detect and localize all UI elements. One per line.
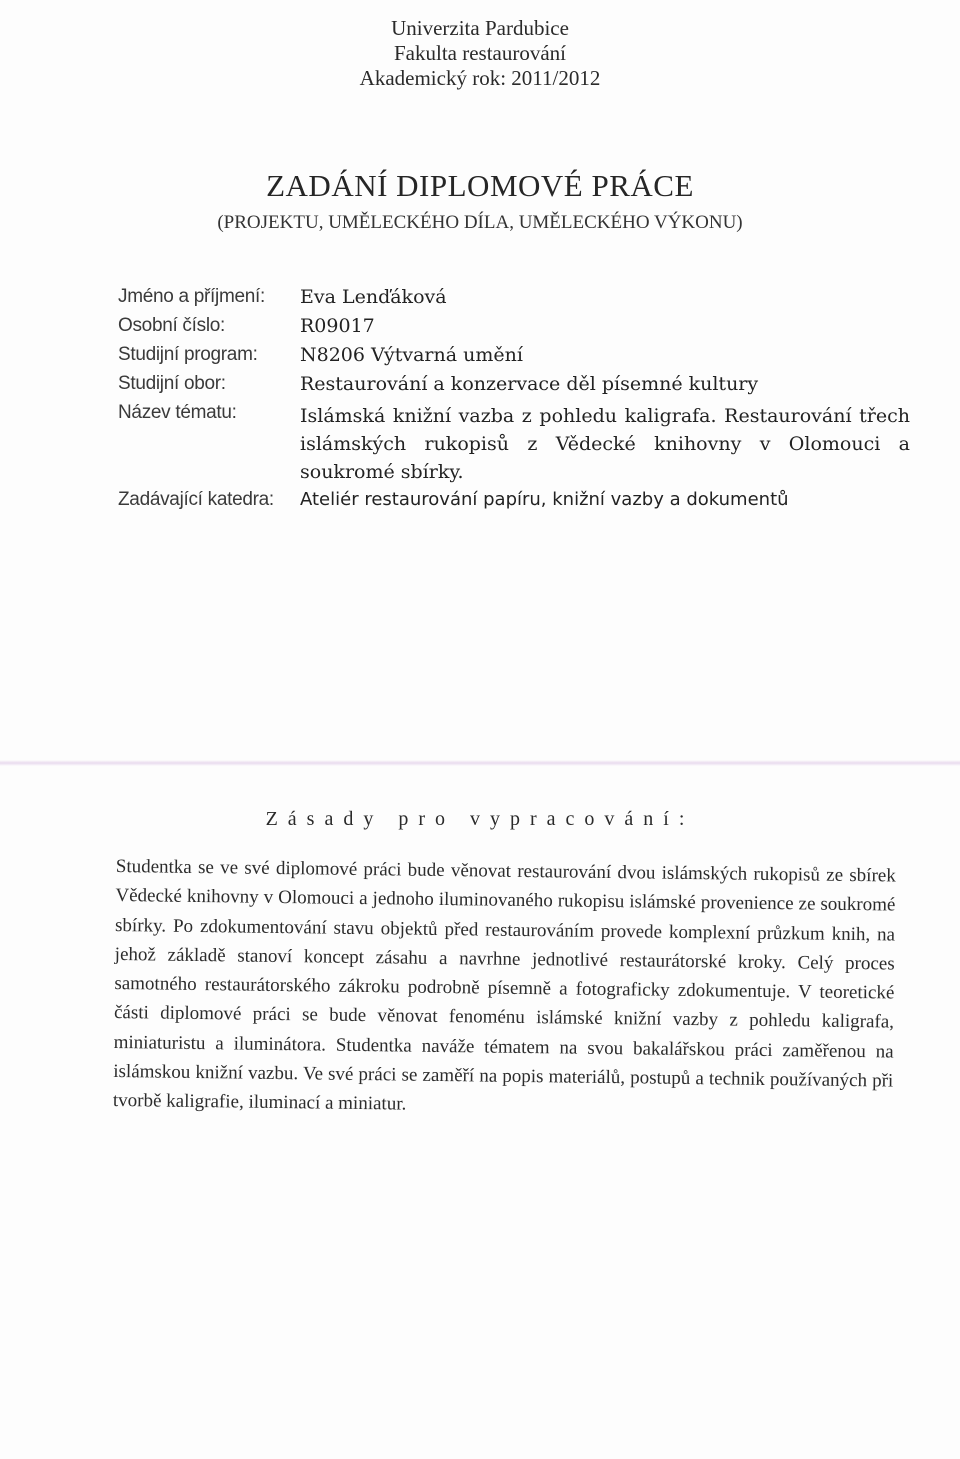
info-row-department <box>118 489 918 518</box>
field-label: Studijní obor: <box>118 373 226 394</box>
scan-divider <box>0 760 960 766</box>
info-row-topic <box>118 402 918 489</box>
student-info <box>118 286 918 518</box>
guidelines-heading: Zásady pro vypracování: <box>265 808 695 830</box>
topic-label: Název tématu: <box>118 402 237 423</box>
field-value: Restaurování a konzervace děl písemné kultury <box>300 373 759 395</box>
info-row-field <box>118 373 918 402</box>
document-subtitle: (PROJEKTU, UMĚLECKÉHO DÍLA, UMĚLECKÉHO VÝKONU) <box>217 212 743 233</box>
name-label: Jméno a příjmení: <box>118 286 265 307</box>
program-value: N8206 Výtvarná umění <box>300 344 523 366</box>
department-label: Zadávající katedra: <box>118 489 274 510</box>
id-value: R09017 <box>300 315 375 337</box>
document-header <box>0 16 960 91</box>
info-row-program <box>118 344 918 373</box>
program-label: Studijní program: <box>118 344 258 365</box>
university-name: Univerzita Pardubice <box>391 16 569 40</box>
department-value: Ateliér restaurování papíru, knižní vazby a dokumentů <box>300 489 789 510</box>
info-row-id <box>118 315 918 344</box>
academic-year: Akademický rok: 2011/2012 <box>359 66 601 90</box>
topic-value: Islámská knižní vazba z pohledu kaligrafa. Restaurování třech islámských rukopisů z Vědecké knihovny v Olomouci a soukromé sbírky. <box>300 405 910 483</box>
info-row-name <box>118 286 918 315</box>
id-label: Osobní číslo: <box>118 315 225 336</box>
document-title: ZADÁNÍ DIPLOMOVÉ PRÁCE <box>266 168 694 203</box>
name-value: Eva Lenďáková <box>300 286 447 308</box>
faculty-name: Fakulta restaurování <box>393 41 567 65</box>
guidelines-body: Studentka se ve své diplomové práci bude věnovat restaurování dvou islámských rukopisů ze sbírek Vědecké knihovny v Olomouci a jednoho iluminovaného rukopisu islámské provenience ze soukromé sbírky. Po zdokumentování stavu objektů před restaurováním provede komplexní průzkum knih, na jehož základě stanoví koncept zásahu a navrhne jednotlivé restaurátorské kroky. Celý proces samotného restaurátorského zákroku podrobně písemně a fotograficky zdokumentuje. V teoretické části diplomové práci se bude věnovat fenoménu islámské knižní vazby z pohledu kaligrafa, miniaturistu a iluminátora. Studentka naváže tématem na svou bakalářskou práci zaměřenou na islámskou knižní vazbu. Ve své práci se zaměří na popis materiálů, postupů a technik používaných při tvorbě kaligrafie, iluminací a miniatur. <box>112 855 896 1115</box>
